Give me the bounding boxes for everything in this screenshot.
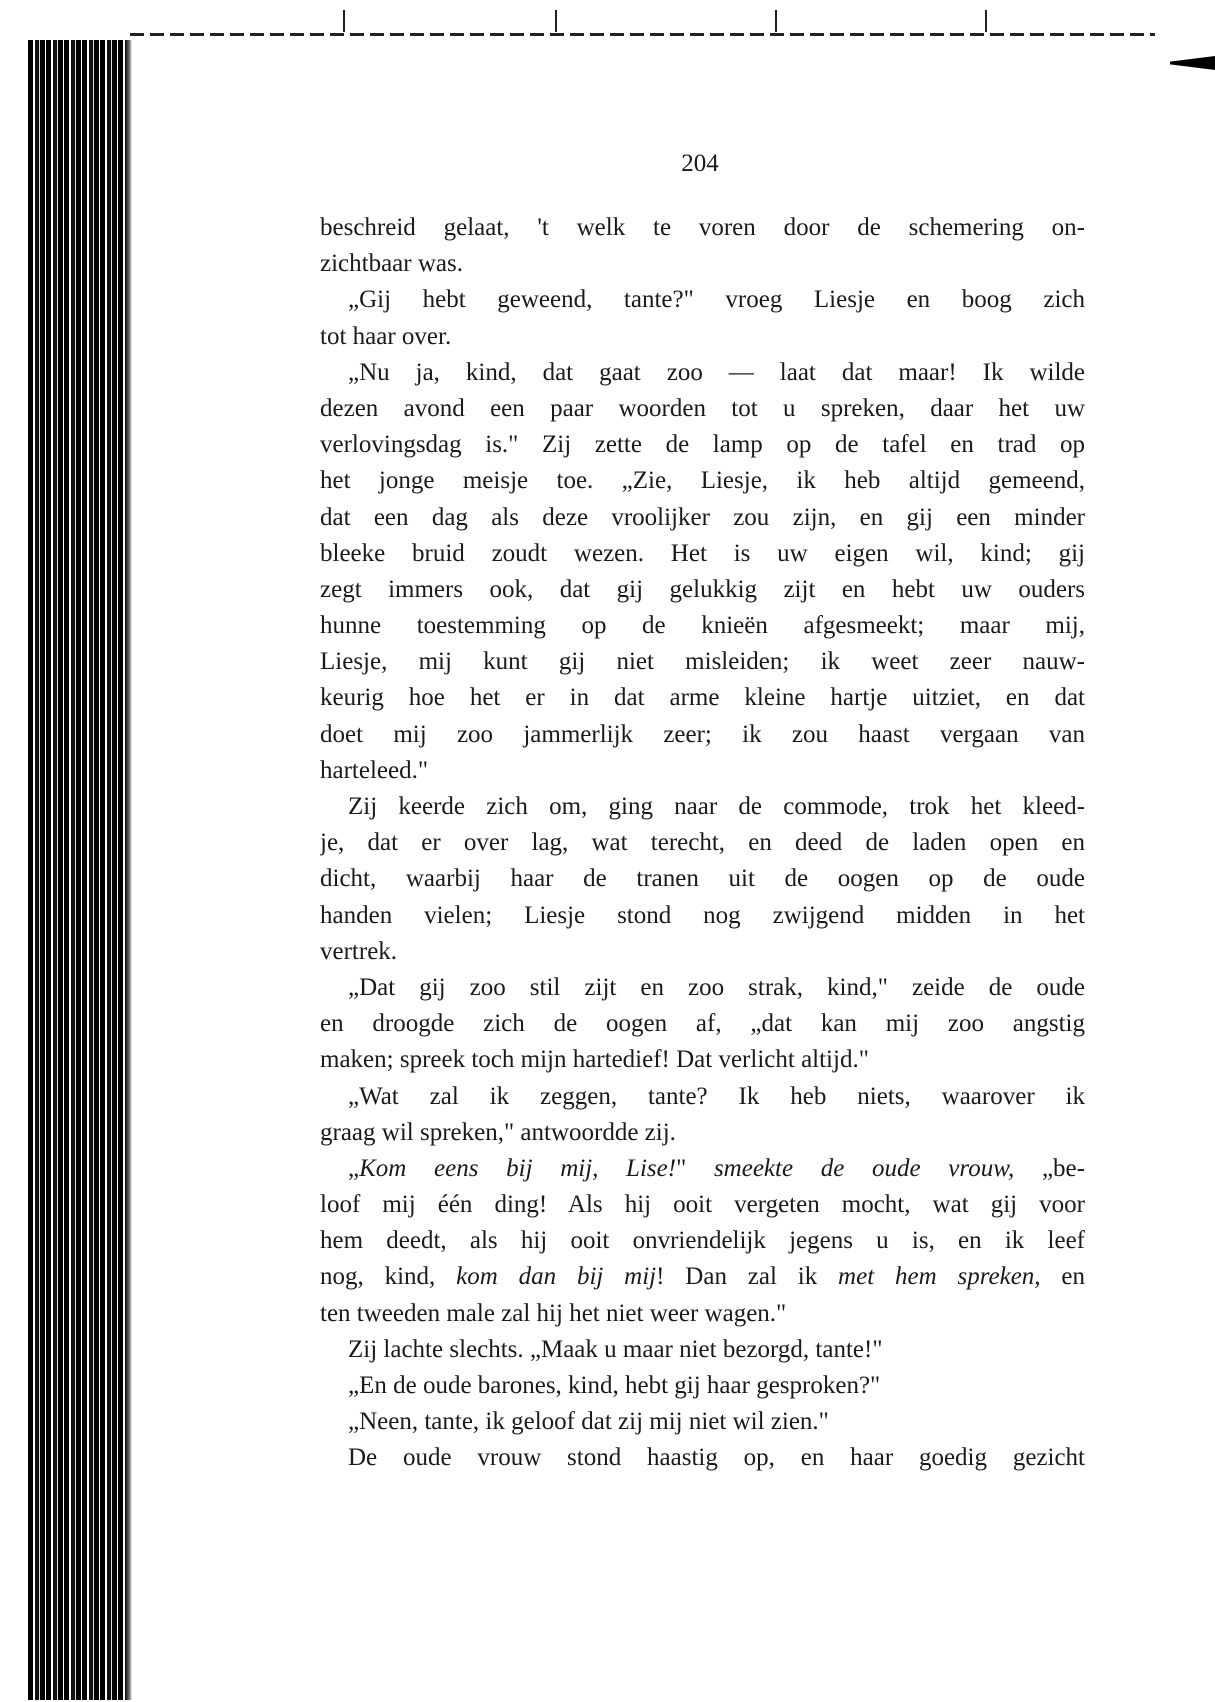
text-segment: handen vielen; Liesje stond nog zwijgend midden in het [320, 901, 1085, 929]
text-segment: ! Dan zal ik [656, 1263, 839, 1291]
page-number: 204 [681, 150, 719, 177]
text-segment: zichtbaar was. [320, 250, 463, 278]
italic-text: Kom eens bij mij, Lise! [359, 1154, 677, 1182]
text-segment: ten tweeden male zal hij het niet weer wagen." [320, 1299, 787, 1327]
text-line [320, 970, 1085, 1006]
text-line [320, 753, 1085, 789]
text-line [320, 789, 1085, 825]
scan-tick-mark [985, 10, 987, 32]
text-segment: nog, kind, [320, 1263, 457, 1291]
text-segment: verlovingsdag is." Zij zette de lamp op de tafel en trad op [320, 431, 1085, 459]
body-text [320, 210, 1085, 1477]
scan-tick-mark [343, 10, 345, 32]
text-segment: vertrek. [320, 937, 398, 965]
page-gutter-shadow [126, 40, 132, 1700]
text-segment: loof mij één ding! Als hij ooit vergeten mocht, wat gij voor [320, 1191, 1085, 1219]
text-line [320, 1079, 1085, 1115]
text-line [320, 717, 1085, 753]
text-line [320, 825, 1085, 861]
text-segment: „Wat zal ik zeggen, tante? Ik heb niets, waarover ik [348, 1082, 1085, 1110]
text-line [320, 355, 1085, 391]
text-segment: graag wil spreken," antwoordde zij. [320, 1118, 676, 1146]
text-segment: harteleed." [320, 756, 429, 784]
text-segment: „Neen, tante, ik geloof dat zij mij niet wil zien." [348, 1408, 829, 1436]
text-segment: „ [348, 1154, 360, 1182]
text-segment: " [676, 1154, 714, 1182]
text-line [320, 1187, 1085, 1223]
text-line [320, 1259, 1085, 1295]
text-line [320, 934, 1085, 970]
text-segment: Zij keerde zich om, ging naar de commode, trok het kleed- [348, 793, 1085, 820]
scan-corner-mark [1170, 56, 1215, 70]
text-line [320, 1332, 1085, 1368]
text-segment: en [1040, 1263, 1085, 1291]
scan-tick-mark [555, 10, 557, 32]
text-line [320, 1151, 1085, 1187]
text-segment: het jonge meisje toe. „Zie, Liesje, ik heb altijd gemeend, [320, 467, 1085, 495]
italic-text: smeekte de oude vrouw, [713, 1154, 1015, 1182]
text-line [320, 1223, 1085, 1259]
text-line [320, 1404, 1085, 1440]
text-segment: „Dat gij zoo stil zijt en zoo strak, kind," zeide de oude [348, 973, 1085, 1001]
text-line [320, 898, 1085, 934]
italic-text: met hem spreken, [838, 1263, 1041, 1291]
book-spine-edge [28, 40, 128, 1700]
text-line [320, 1368, 1085, 1404]
text-line [320, 500, 1085, 536]
text-line [320, 391, 1085, 427]
text-segment: keurig hoe het er in dat arme kleine hartje uitziet, en dat [320, 684, 1085, 712]
text-line [320, 319, 1085, 355]
text-line [320, 463, 1085, 499]
text-line [320, 1115, 1085, 1151]
text-segment: tot haar over. [320, 322, 452, 350]
text-segment: dat een dag als deze vroolijker zou zijn, en gij een minder [320, 503, 1085, 531]
text-segment: dezen avond een paar woorden tot u spreken, daar het uw [320, 394, 1085, 422]
text-segment: zegt immers ook, dat gij gelukkig zijt en hebt uw ouders [320, 575, 1085, 603]
text-segment: De oude vrouw stond haastig op, en haar goedig gezicht [348, 1444, 1085, 1472]
text-line [320, 536, 1085, 572]
text-segment: „Nu ja, kind, dat gaat zoo — laat dat maar! Ik wilde [348, 358, 1085, 386]
text-segment: bleeke bruid zoudt wezen. Het is uw eigen wil, kind; gij [320, 539, 1085, 567]
text-line [320, 861, 1085, 897]
text-segment: je, dat er over lag, wat terecht, en deed de laden open en [320, 829, 1085, 857]
text-line [320, 1440, 1085, 1476]
text-segment: Zij lachte slechts. „Maak u maar niet bezorgd, tante!" [348, 1335, 883, 1363]
text-segment: „Gij hebt geweend, tante?" vroeg Liesje en boog zich [348, 286, 1085, 314]
text-segment: en droogde zich de oogen af, „dat kan mij zoo angstig [320, 1010, 1085, 1038]
text-segment: Liesje, mij kunt gij niet misleiden; ik weet zeer nauw- [320, 648, 1085, 676]
text-line [320, 246, 1085, 282]
text-line [320, 210, 1085, 246]
text-line [320, 644, 1085, 680]
text-line [320, 572, 1085, 608]
text-segment: dicht, waarbij haar de tranen uit de oogen op de oude [320, 865, 1085, 893]
text-segment: maken; spreek toch mijn hartedief! Dat verlicht altijd." [320, 1046, 869, 1074]
text-segment: hunne toestemming op de knieën afgesmeekt; maar mij, [320, 612, 1085, 640]
text-segment: beschreid gelaat, 't welk te voren door de schemering on- [320, 214, 1085, 241]
text-line [320, 608, 1085, 644]
text-segment: „En de oude barones, kind, hebt gij haar gesproken?" [348, 1372, 881, 1399]
text-segment: hem deedt, als hij ooit onvriendelijk jegens u is, en ik leef [320, 1227, 1085, 1255]
text-line [320, 1006, 1085, 1042]
scan-tick-mark [775, 10, 777, 32]
scan-top-rule [130, 33, 1155, 36]
text-segment: doet mij zoo jammerlijk zeer; ik zou haast vergaan van [320, 720, 1085, 748]
text-line [320, 1296, 1085, 1332]
text-segment: „be- [1014, 1154, 1085, 1182]
text-line [320, 680, 1085, 716]
text-line [320, 282, 1085, 318]
italic-text: kom dan bij mij [456, 1263, 657, 1291]
text-line [320, 427, 1085, 463]
text-line [320, 1042, 1085, 1078]
